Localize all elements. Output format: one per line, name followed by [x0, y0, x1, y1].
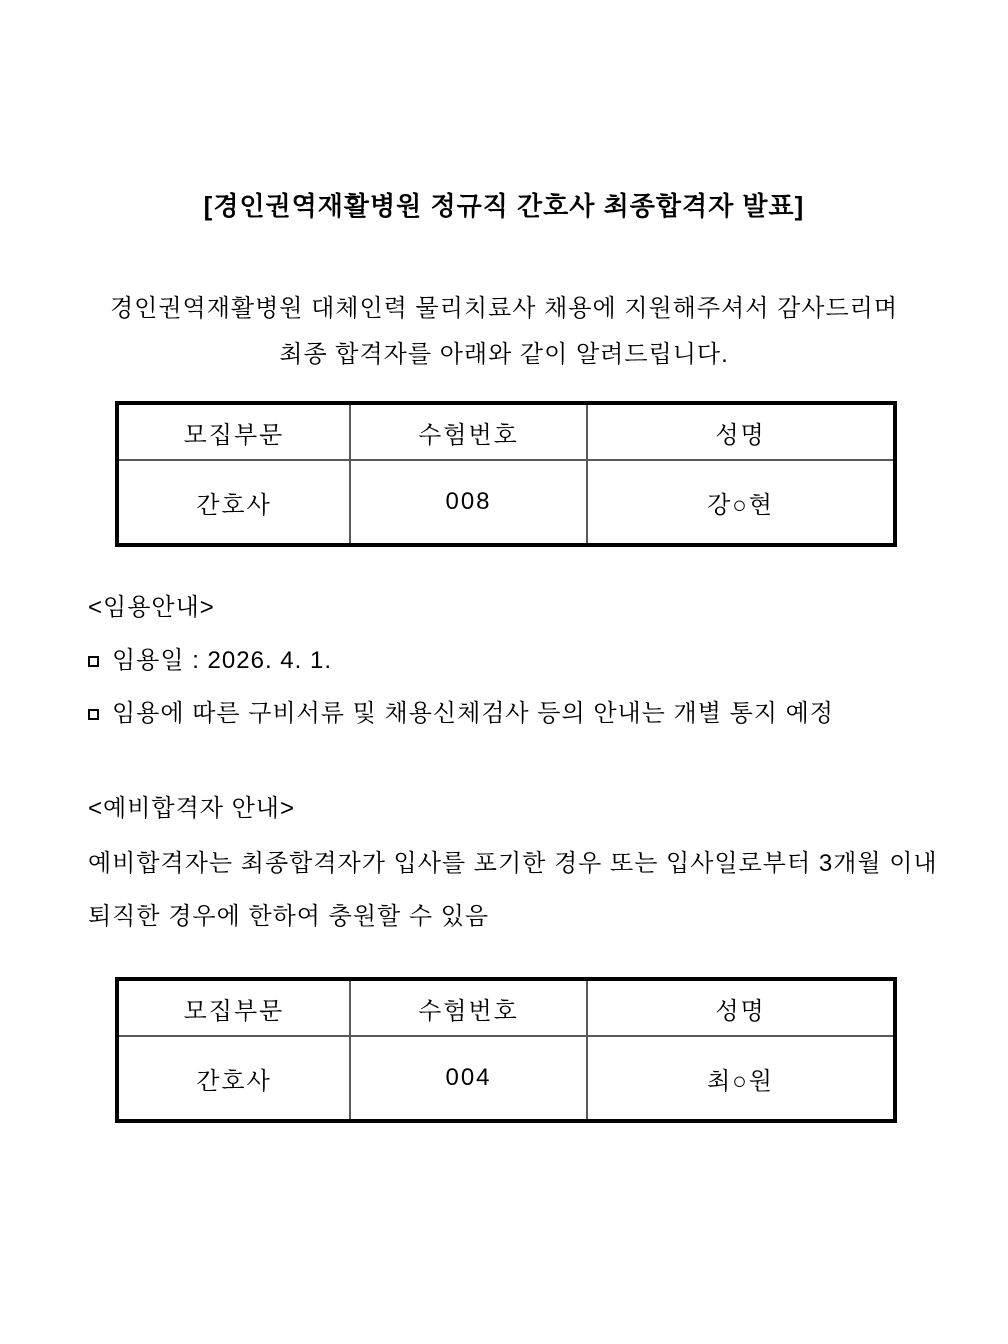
appointment-item-notice-text: 임용에 따른 구비서류 및 채용신체검사 등의 안내는 개별 통지 예정 [112, 700, 834, 727]
column-header-category: 모집부문 [117, 979, 350, 1036]
column-header-exam-number: 수험번호 [350, 403, 587, 460]
intro-paragraph [0, 286, 1008, 378]
page-title: [경인권역재활병원 정규직 간호사 최종합격자 발표] [203, 191, 805, 221]
waitlist-table [115, 977, 897, 1123]
appointment-item-date-text: 임용일 : 2026. 4. 1. [112, 647, 332, 674]
intro-line-2: 최종 합격자를 아래와 같이 알려드립니다. [279, 341, 729, 368]
column-header-category: 모집부문 [117, 403, 350, 460]
waitlist-body-line-2: 퇴직한 경우에 한하여 충원할 수 있음 [88, 903, 490, 930]
waitlist-section-heading: <예비합격자 안내> [88, 795, 295, 822]
final-pass-table [115, 401, 897, 547]
appointment-section-heading: <임용안내> [88, 594, 215, 621]
final-category-cell: 간호사 [117, 460, 350, 545]
final-pass-table-header-row [117, 403, 895, 460]
column-header-exam-number: 수험번호 [350, 979, 587, 1036]
table-row [117, 1036, 895, 1121]
appointment-item-date [88, 647, 1008, 675]
square-bullet-icon [88, 656, 99, 667]
waitlist-name-cell: 최○원 [587, 1036, 895, 1121]
square-bullet-icon [88, 709, 99, 720]
final-name-cell: 강○현 [587, 460, 895, 545]
column-header-name: 성명 [587, 403, 895, 460]
intro-line-1: 경인권역재활병원 대체인력 물리치료사 채용에 지원해주셔서 감사드리며 [109, 295, 899, 322]
waitlist-exam-number-cell: 004 [350, 1036, 587, 1121]
column-header-name: 성명 [587, 979, 895, 1036]
final-exam-number-cell: 008 [350, 460, 587, 545]
waitlist-table-header-row [117, 979, 895, 1036]
waitlist-category-cell: 간호사 [117, 1036, 350, 1121]
waitlist-body-line-1: 예비합격자는 최종합격자가 입사를 포기한 경우 또는 입사일로부터 3개월 이내 [88, 850, 938, 877]
appointment-item-notice [88, 700, 1008, 728]
table-row [117, 460, 895, 545]
